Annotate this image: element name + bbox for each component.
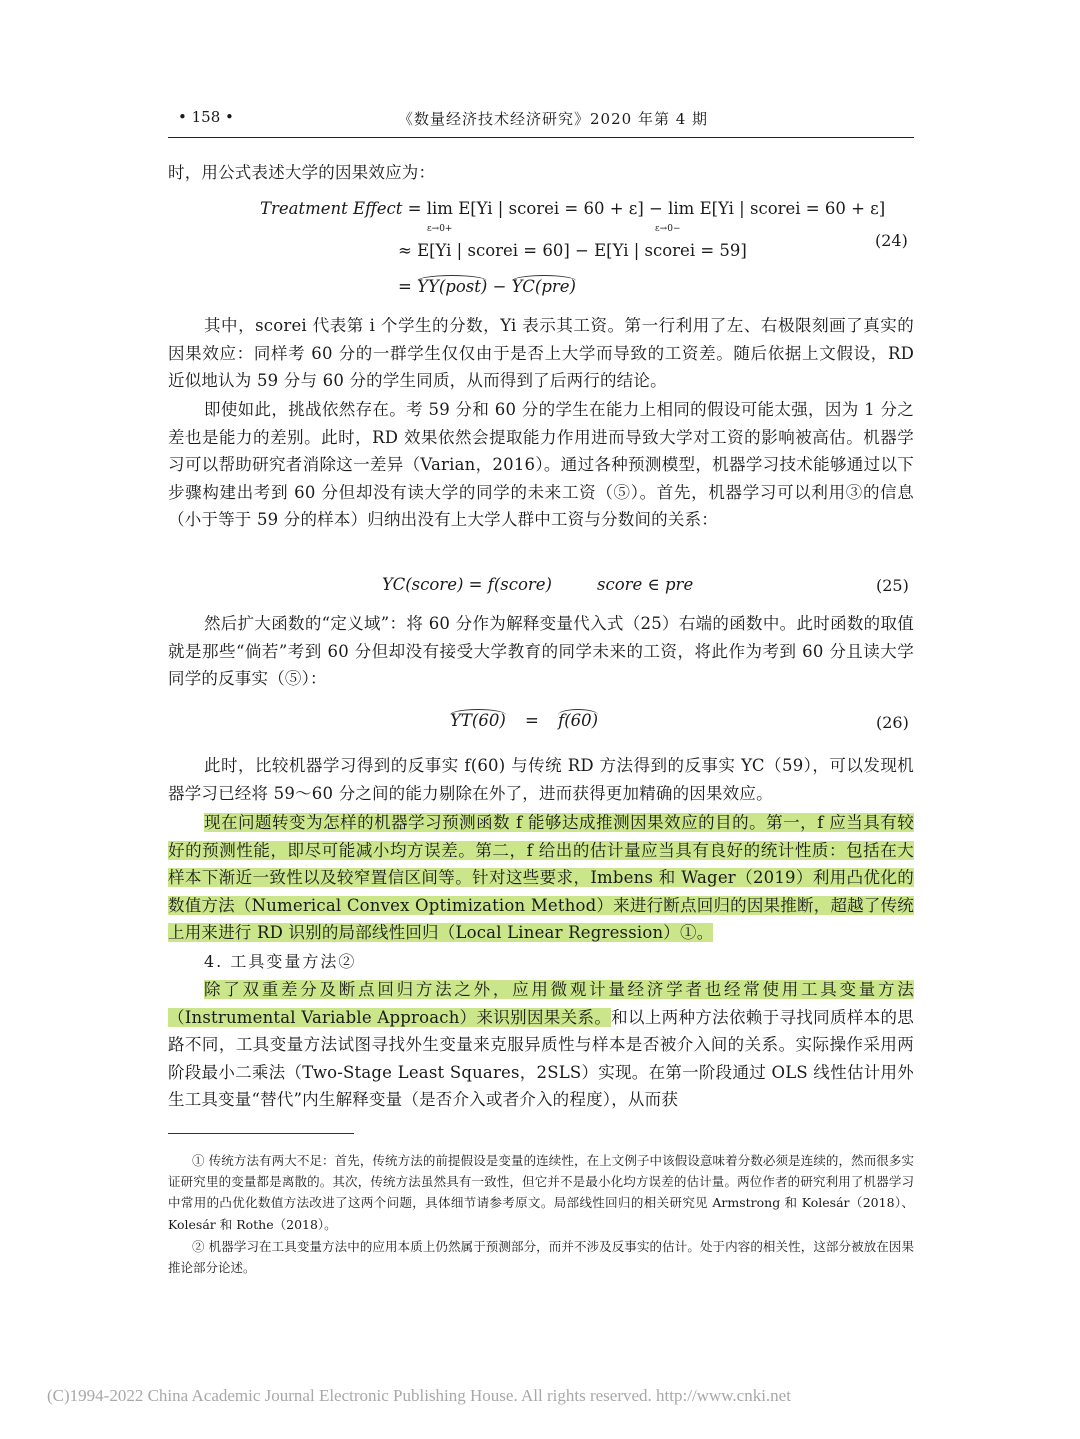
eq24-lim1: lim — [426, 199, 453, 218]
eq24-line2: ≈ E[Yi | scorei = 60] − E[Yi | scorei = 59] — [398, 241, 747, 260]
header-rule — [168, 137, 914, 138]
section-heading-4: 4. 工具变量方法② — [204, 952, 357, 971]
eq24-lhs: Treatment Effect — [260, 199, 403, 218]
eq25-formula: YC(score) = f(score) — [382, 575, 552, 594]
eq26-equals: = — [525, 711, 539, 730]
running-header — [168, 108, 914, 130]
eq25-number: (25) — [876, 576, 909, 595]
eq24-hat-2 — [512, 275, 576, 282]
eq26-hat-lhs — [450, 709, 506, 716]
paragraph-6-rest: 和以上两种方法依赖于寻找同质样本的思路不同，工具变量方法试图寻找外生变量来克服异质性与样本是否被介入间的关系。实际操作采用两阶段最小二乘法（Two-Stage Least Squares，2SLS）实现。在第一阶段通过 OLS 线性估计用外生工具变量“替代”内生解释变量（是否介入或者介入的程度），从而获 — [168, 1007, 914, 1110]
intro-line: 时，用公式表述大学的因果效应为： — [168, 163, 436, 182]
journal-title: 《数量经济技术经济研究》2020 年第 4 期 — [398, 110, 709, 128]
eq26-lhs: YT(60) — [450, 711, 506, 730]
eq24-term2: E[Yi | scorei = 60 + ε] — [699, 199, 886, 218]
footnote-1: ① 传统方法有两大不足：首先，传统方法的前提假设是变量的连续性，在上文例子中该假设意味着分数必须是连续的，然而很多实证研究里的变量都是离散的。其次，传统方法虽然具有一致性，但它并不是最小化均方误差的估计量。两位作者的研究利用了机器学习中常用的凸优化数值方法改进了这两个问题，具体细节请参考原文。局部线性回归的相关研究见 Armstrong 和 Kolesár（2018）、Kolesár 和 Rothe（2018）。 — [168, 1153, 914, 1232]
eq24-lim2: lim — [668, 199, 695, 218]
eq24-line3-b: YC(pre) — [511, 277, 576, 296]
eq25-condition: score ∈ pre — [597, 575, 694, 594]
footnote-2: ② 机器学习在工具变量方法中的应用本质上仍然属于预测部分，而并不涉及反事实的估计。处于内容的相关性，这部分被放在因果推论部分论述。 — [168, 1239, 914, 1276]
page-number: • 158 • — [178, 108, 234, 126]
copyright-footer: (C)1994-2022 China Academic Journal Electronic Publishing House. All rights reserved. http://www.cnki.net — [47, 1386, 791, 1405]
eq24-hat-1 — [417, 275, 487, 282]
footnote-rule — [168, 1133, 354, 1134]
eq26-rhs: f(60) — [558, 711, 599, 730]
eq24-number: (24) — [875, 231, 908, 250]
paragraph-3: 然后扩大函数的“定义域”：将 60 分作为解释变量代入式（25）右端的函数中。此时函数的取值就是那些“倘若”考到 60 分但却没有接受大学教育的同学未来的工资，将此作为考到 60 分且读大学同学的反事实（⑤）： — [168, 614, 914, 689]
paragraph-1: 其中，scorei 代表第 i 个学生的分数，Yi 表示其工资。第一行利用了左、右极限刻画了真实的因果效应：同样考 60 分的一群学生仅仅由于是否上大学而导致的工资差。随后依据上文假设，RD 近似地认为 59 分与 60 分的学生同质，从而得到了后两行的结论。 — [168, 316, 914, 391]
paragraph-2: 即使如此，挑战依然存在。考 59 分和 60 分的学生在能力上相同的假设可能太强，因为 1 分之差也是能力的差别。此时，RD 效果依然会提取能力作用进而导致大学对工资的影响被高估。机器学习可以帮助研究者消除这一差异（Varian，2016）。通过各种预测模型，机器学习技术能够通过以下步骤构建出考到 60 分但却没有读大学的同学的未来工资（⑤）。首先，机器学习可以利用③的信息（小于等于 59 分的样本）归纳出没有上大学人群中工资与分数间的关系： — [168, 400, 914, 530]
highlight-para6: 除了双重差分及断点回归方法之外，应用微观计量经济学者也经常使用工具变量方法（Instrumental Variable Approach）来识别因果关系。 — [168, 980, 914, 1027]
paragraph-5-highlighted — [168, 809, 914, 947]
eq24-lim1-sub: ε→0+ — [427, 224, 453, 234]
eq24-lim2-sub: ε→0− — [655, 224, 681, 234]
highlight-para5: 现在问题转变为怎样的机器学习预测函数 f 能够达成推测因果效应的目的。第一，f 应当具有较好的预测性能，即尽可能减小均方误差。第二，f 给出的估计量应当具有良好的统计性质：包括在大样本下渐近一致性以及较窄置信区间等。针对这些要求，Imbens 和 Wager（2019）利用凸优化的数值方法（Numerical Convex Optimization Method）来进行断点回归的因果推断，超越了传统上用来进行 RD 识别的局部线性回归（Local Linear Regression）①。 — [168, 813, 914, 943]
eq24-term1: E[Yi | scorei = 60 + ε] — [458, 199, 644, 218]
eq26-number: (26) — [876, 713, 909, 732]
paragraph-6 — [168, 976, 914, 1114]
eq26-hat-rhs — [558, 709, 598, 716]
eq24-minus: − — [649, 199, 663, 218]
eq24-line3: = YY(post) − YC(pre) — [398, 277, 576, 296]
eq24-line3-a: YY(post) — [417, 277, 488, 296]
paragraph-4: 此时，比较机器学习得到的反事实 f(60) 与传统 RD 方法得到的反事实 YC（59），可以发现机器学习已经将 59～60 分之间的能力剔除在外了，进而获得更加精确的因果效应。 — [168, 756, 914, 803]
